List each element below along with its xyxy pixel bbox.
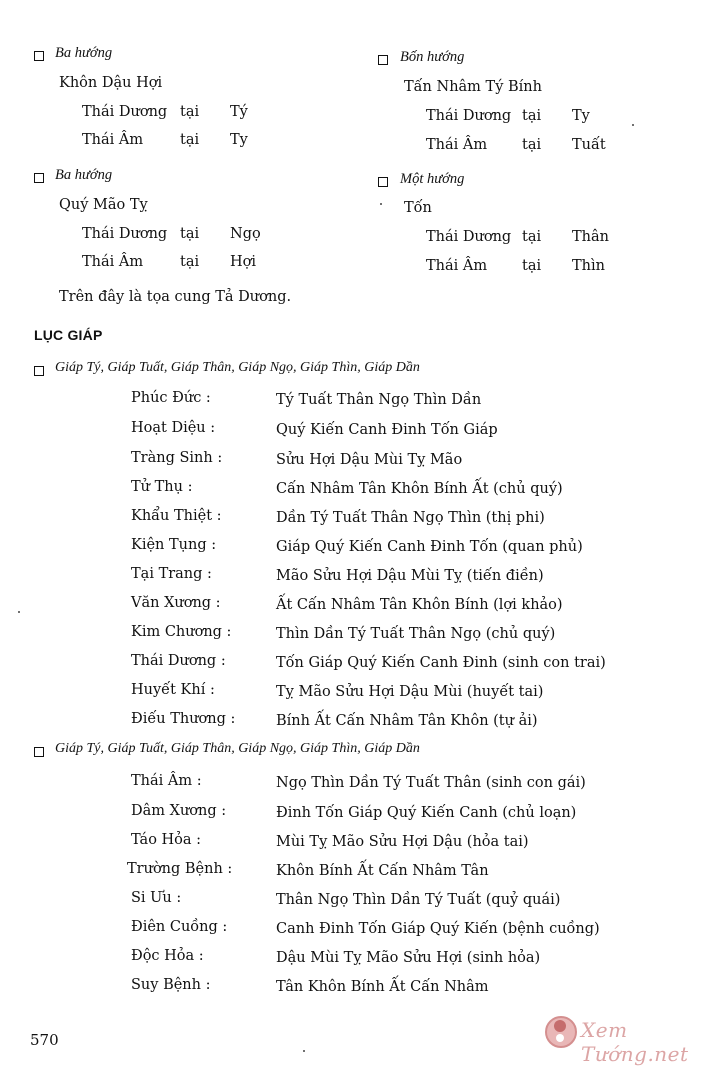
list-value: Dậu Mùi Tỵ Mão Sửu Hợi (sinh hỏa) bbox=[276, 950, 541, 966]
list-label: Trường Bệnh : bbox=[127, 861, 233, 877]
star-name: Thái Dương bbox=[426, 108, 512, 124]
list-label: Tử Thụ : bbox=[131, 479, 193, 495]
list-label: Kim Chương : bbox=[131, 624, 232, 640]
list-label: Dâm Xương : bbox=[131, 803, 227, 819]
star-at: tại bbox=[522, 137, 542, 153]
checkbox-icon bbox=[34, 366, 44, 376]
list-value: Thìn Dần Tý Tuất Thân Ngọ (chủ quý) bbox=[276, 626, 556, 642]
list-value: Ngọ Thìn Dần Tý Tuất Thân (sinh con gái) bbox=[276, 775, 586, 791]
checkbox-icon bbox=[378, 55, 388, 65]
list-value: Mùi Tỵ Mão Sửu Hợi Dậu (hỏa tai) bbox=[276, 834, 529, 850]
list-value: Tỵ Mão Sửu Hợi Dậu Mùi (huyết tai) bbox=[276, 684, 544, 700]
list-heading: Giáp Tý, Giáp Tuất, Giáp Thân, Giáp Ngọ, Giáp Thìn, Giáp Dần bbox=[55, 741, 420, 756]
section-title: LỤC GIÁP bbox=[34, 327, 103, 343]
list-value: Canh Đinh Tốn Giáp Quý Kiến (bệnh cuồng) bbox=[276, 921, 600, 937]
star-location: Ty bbox=[572, 108, 590, 124]
direction-heading: Bốn hướng bbox=[400, 49, 465, 65]
star-at: tại bbox=[180, 104, 200, 120]
scan-speck bbox=[632, 124, 634, 126]
list-label: Thái Dương : bbox=[131, 653, 226, 669]
list-value: Ất Cấn Nhâm Tân Khôn Bính (lợi khảo) bbox=[276, 597, 563, 613]
checkbox-icon bbox=[34, 51, 44, 61]
star-location: Tuất bbox=[572, 137, 606, 153]
star-at: tại bbox=[180, 132, 200, 148]
direction-heading: Ba hướng bbox=[55, 167, 113, 183]
scan-speck bbox=[303, 1050, 305, 1052]
star-at: tại bbox=[522, 258, 542, 274]
list-label: Kiện Tụng : bbox=[131, 537, 217, 553]
star-name: Thái Âm bbox=[82, 254, 144, 270]
list-label: Tại Trang : bbox=[131, 566, 212, 582]
list-value: Thân Ngọ Thìn Dần Tý Tuất (quỷ quái) bbox=[276, 892, 561, 908]
star-location: Ty bbox=[230, 132, 248, 148]
star-name: Thái Âm bbox=[426, 258, 488, 274]
star-at: tại bbox=[180, 226, 200, 242]
list-label: Huyết Khí : bbox=[131, 682, 215, 698]
list-value: Tý Tuất Thân Ngọ Thìn Dần bbox=[276, 392, 482, 408]
star-at: tại bbox=[522, 108, 542, 124]
direction-group: Tốn bbox=[404, 200, 432, 216]
list-value: Giáp Quý Kiến Canh Đinh Tốn (quan phủ) bbox=[276, 539, 583, 555]
checkbox-icon bbox=[378, 177, 388, 187]
list-label: Điếu Thương : bbox=[131, 711, 236, 727]
list-value: Quý Kiến Canh Đinh Tốn Giáp bbox=[276, 422, 498, 438]
watermark-logo bbox=[545, 1012, 705, 1066]
star-at: tại bbox=[522, 229, 542, 245]
list-value: Tân Khôn Bính Ất Cấn Nhâm bbox=[276, 979, 489, 995]
star-name: Thái Dương bbox=[426, 229, 512, 245]
list-value: Dần Tý Tuất Thân Ngọ Thìn (thị phi) bbox=[276, 510, 545, 526]
star-location: Hợi bbox=[230, 254, 257, 270]
star-location: Tý bbox=[230, 104, 248, 120]
star-location: Thìn bbox=[572, 258, 605, 274]
list-heading: Giáp Tý, Giáp Tuất, Giáp Thân, Giáp Ngọ, Giáp Thìn, Giáp Dần bbox=[55, 360, 420, 375]
direction-group: Quý Mão Tỵ bbox=[59, 197, 148, 213]
list-label: Suy Bệnh : bbox=[131, 977, 211, 993]
direction-group: Khôn Dậu Hợi bbox=[59, 75, 163, 91]
list-value: Bính Ất Cấn Nhâm Tân Khôn (tự ải) bbox=[276, 713, 538, 729]
list-label: Hoạt Diệu : bbox=[131, 420, 216, 436]
page-number: 570 bbox=[30, 1031, 59, 1049]
list-label: Điên Cuồng : bbox=[131, 919, 228, 935]
list-label: Si Ưu : bbox=[131, 890, 182, 906]
star-name: Thái Âm bbox=[82, 132, 144, 148]
star-name: Thái Dương bbox=[82, 104, 168, 120]
yin-yang-icon bbox=[545, 1016, 577, 1048]
list-value: Sửu Hợi Dậu Mùi Tỵ Mão bbox=[276, 452, 463, 468]
star-location: Thân bbox=[572, 229, 609, 245]
star-name: Thái Dương bbox=[82, 226, 168, 242]
list-label: Tràng Sinh : bbox=[131, 450, 223, 466]
list-value: Cấn Nhâm Tân Khôn Bính Ất (chủ quý) bbox=[276, 481, 563, 497]
list-label: Độc Hỏa : bbox=[131, 948, 204, 964]
star-location: Ngọ bbox=[230, 226, 261, 242]
list-value: Khôn Bính Ất Cấn Nhâm Tân bbox=[276, 863, 489, 879]
star-name: Thái Âm bbox=[426, 137, 488, 153]
star-at: tại bbox=[180, 254, 200, 270]
list-value: Đinh Tốn Giáp Quý Kiến Canh (chủ loạn) bbox=[276, 805, 577, 821]
list-label: Táo Hỏa : bbox=[131, 832, 202, 848]
scan-speck bbox=[18, 611, 20, 613]
list-label: Thái Âm : bbox=[131, 773, 202, 789]
list-label: Khẩu Thiệt : bbox=[131, 508, 222, 524]
checkbox-icon bbox=[34, 747, 44, 757]
direction-group: Tấn Nhâm Tý Bính bbox=[404, 79, 542, 95]
scan-speck bbox=[380, 203, 382, 205]
direction-heading: Một hướng bbox=[400, 171, 465, 187]
list-label: Văn Xương : bbox=[131, 595, 221, 611]
watermark-text: Xem Tướng.net bbox=[581, 1018, 689, 1066]
summary-note: Trên đây là tọa cung Tả Dương. bbox=[59, 289, 292, 305]
list-value: Mão Sửu Hợi Dậu Mùi Tỵ (tiến điền) bbox=[276, 568, 544, 584]
checkbox-icon bbox=[34, 173, 44, 183]
list-label: Phúc Đức : bbox=[131, 390, 211, 406]
list-value: Tốn Giáp Quý Kiến Canh Đinh (sinh con trai) bbox=[276, 655, 606, 671]
direction-heading: Ba hướng bbox=[55, 45, 113, 61]
